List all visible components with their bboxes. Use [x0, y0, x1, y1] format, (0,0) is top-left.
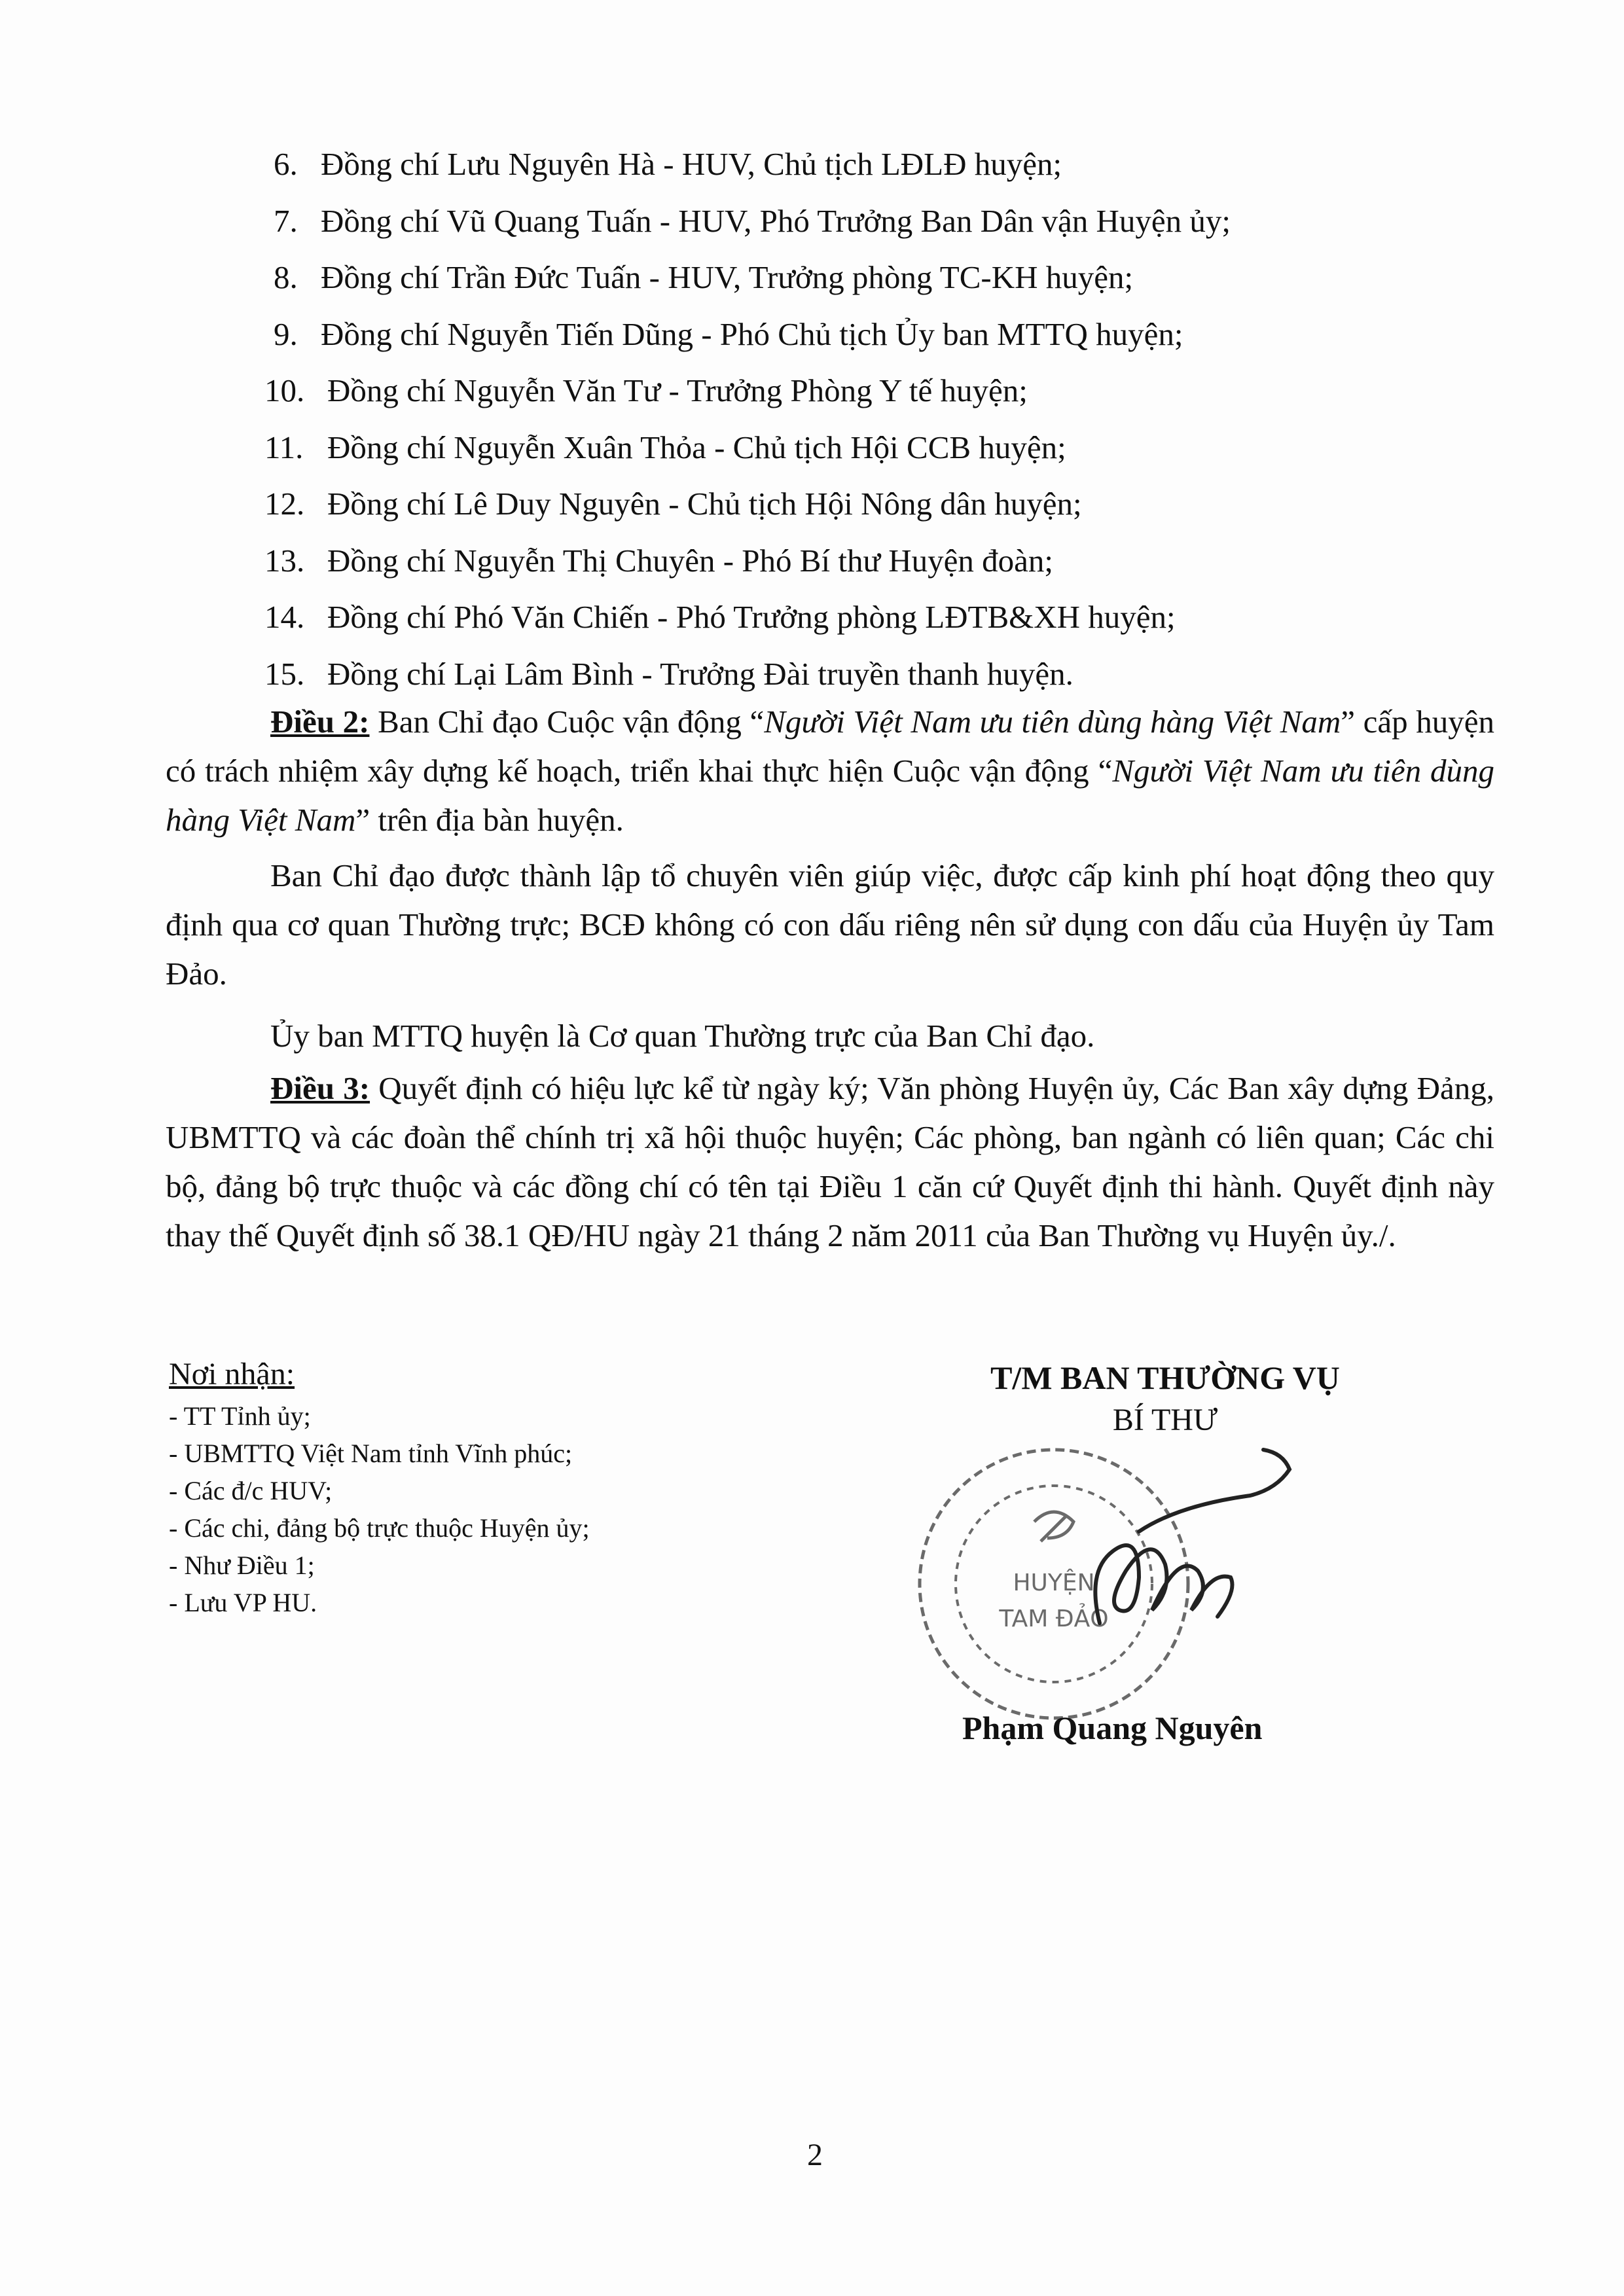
list-item: 14. Đồng chí Phó Văn Chiến - Phó Trưởng phòng LĐTB&XH huyện; — [264, 599, 1176, 635]
list-item: - Các đ/c HUV; — [169, 1476, 333, 1505]
list-item: 9. Đồng chí Nguyễn Tiến Dũng - Phó Chủ tịch Ủy ban MTTQ huyện; — [274, 315, 1183, 352]
article-2-standing-team-paragraph: Ban Chỉ đạo được thành lập tổ chuyên viên giúp việc, được cấp kinh phí hoạt động theo quy định qua cơ quan Thường trực; BCĐ không có con dấu riêng nên sử dụng con dấu của Huyện ủy Tam Đảo. — [166, 857, 1494, 992]
list-item: 15. Đồng chí Lại Lâm Bình - Trưởng Đài truyền thanh huyện. — [264, 655, 1074, 692]
list-item: 11. Đồng chí Nguyễn Xuân Thỏa - Chủ tịch Hội CCB huyện; — [264, 429, 1066, 465]
recipients-title: Nơi nhận: — [169, 1357, 295, 1391]
list-item: - TT Tỉnh ủy; — [169, 1401, 311, 1431]
list-item: - Như Điều 1; — [169, 1551, 315, 1580]
list-item: 8. Đồng chí Trần Đức Tuấn - HUV, Trưởng phòng TC-KH huyện; — [274, 259, 1134, 295]
signatory-organization: T/M BAN THƯỜNG VỤ — [990, 1359, 1340, 1396]
list-item: 10. Đồng chí Nguyễn Văn Tư - Trưởng Phòng Y tế huyện; — [264, 372, 1028, 408]
recipients-block — [169, 1352, 823, 1621]
article-3-heading: Điều 3: — [270, 1070, 370, 1106]
campaign-name: Người Việt Nam ưu tiên dùng hàng Việt Nam — [764, 704, 1341, 740]
seal-inner-bottom: TAM ĐẢO — [999, 1605, 1109, 1632]
article-3-paragraph: Điều 3: Quyết định có hiệu lực kể từ ngày ký; Văn phòng Huyện ủy, Các Ban xây dựng Đảng, UBMTTQ và các đoàn thể chính trị xã hội thuộc huyện; Các phòng, ban ngành có liên quan; Các chi bộ, đảng bộ trực thuộc và các đồng chí có tên tại Điều 1 căn cứ Quyết định thi hành. Quyết định này thay thế Quyết định số 38.1 QĐ/HU ngày 21 tháng 2 năm 2011 của Ban Thường vụ Huyện ủy./. — [166, 1070, 1494, 1253]
list-item: - Các chi, đảng bộ trực thuộc Huyện ủy; — [169, 1513, 590, 1543]
list-item: 7. Đồng chí Vũ Quang Tuấn - HUV, Phó Trưởng Ban Dân vận Huyện ủy; — [274, 202, 1231, 239]
article-2-paragraph: Điều 2: Ban Chỉ đạo Cuộc vận động “Người Việt Nam ưu tiên dùng hàng Việt Nam” cấp huyện có trách nhiệm xây dựng kế hoạch, triển khai thực hiện Cuộc vận động “Người Việt Nam ưu tiên dùng hàng Việt Nam” trên địa bàn huyện. — [166, 704, 1495, 838]
list-item: 13. Đồng chí Nguyễn Thị Chuyên - Phó Bí thư Huyện đoàn; — [264, 542, 1054, 579]
seal-inner-top: HUYỆN — [1013, 1570, 1095, 1596]
list-item: 12. Đồng chí Lê Duy Nguyên - Chủ tịch Hội Nông dân huyện; — [264, 486, 1082, 522]
signer-name: Phạm Quang Nguyên — [962, 1710, 1263, 1746]
page-number: 2 — [807, 2138, 823, 2172]
signatory-role: BÍ THƯ — [1112, 1403, 1218, 1437]
list-item: - UBMTTQ Việt Nam tỉnh Vĩnh phúc; — [169, 1439, 573, 1468]
campaign-name: Người Việt Nam ưu tiên dùng hàng Việt Nam — [166, 753, 1494, 838]
seal-and-signature — [903, 1427, 1296, 1728]
handwritten-signature — [1095, 1450, 1290, 1623]
article-2-heading: Điều 2: — [270, 704, 370, 740]
list-item: - Lưu VP HU. — [169, 1588, 317, 1617]
recipients-list — [169, 1397, 823, 1621]
list-item: 6. Đồng chí Lưu Nguyên Hà - HUV, Chủ tịch LĐLĐ huyện; — [274, 146, 1062, 182]
article-2-standing-agency-paragraph: Ủy ban MTTQ huyện là Cơ quan Thường trực của Ban Chỉ đạo. — [270, 1018, 1095, 1054]
member-list — [264, 136, 1517, 702]
